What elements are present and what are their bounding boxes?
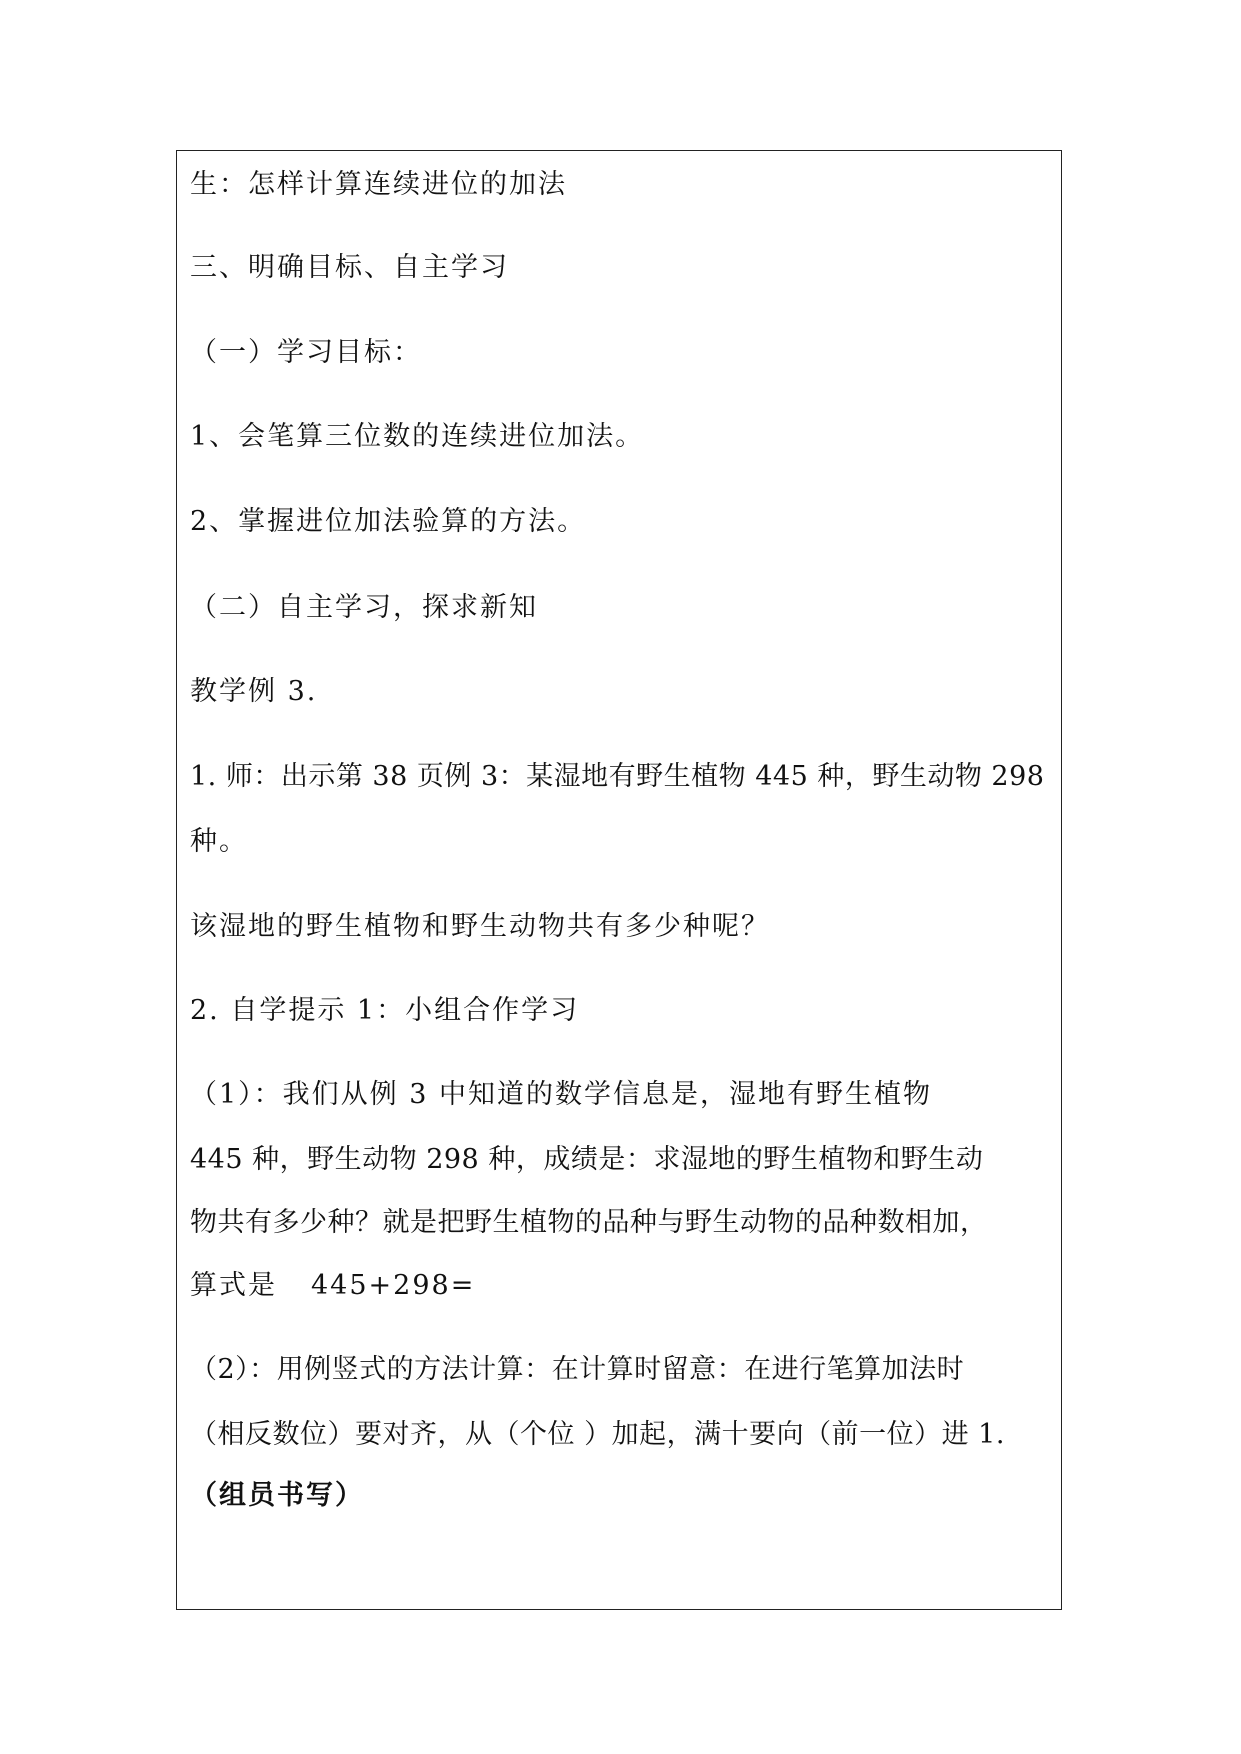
formula-expression: 445+298= xyxy=(311,1270,476,1301)
subheading-objectives: （一）学习目标： xyxy=(190,337,422,368)
step-1-text: （1）：我们从例 3 中知道的数学信息是，湿地有野生植物 xyxy=(190,1079,933,1110)
question-text: 该湿地的野生植物和野生动物共有多少种呢？ xyxy=(190,911,770,942)
step-1-text-cont-2: 物共有多少种？就是把野生植物的品种与野生动物的品种数相加， xyxy=(190,1207,988,1238)
section-heading-3: 三、明确目标、自主学习 xyxy=(190,252,509,283)
example-3-label: 教学例 3. xyxy=(190,676,318,707)
step-2-text-cont: （相反数位）要对齐，从（个位 ）加起，满十要向（前一位）进 1. xyxy=(190,1419,1005,1450)
subheading-self-study: （二）自主学习，探求新知 xyxy=(190,592,538,623)
step-1-text-cont-1: 445 种，野生动物 298 种，成绩是：求湿地的野生植物和野生动 xyxy=(190,1144,984,1175)
step-2-text: （2）：用例竖式的方法计算：在计算时留意：在进行笔算加法时 xyxy=(190,1354,965,1385)
teacher-example-text-cont: 种。 xyxy=(190,826,248,857)
formula-label: 算式是 xyxy=(190,1270,277,1301)
objective-1: 1、会笔算三位数的连续进位加法。 xyxy=(190,421,645,452)
self-study-hint-1: 2. 自学提示 1：小组合作学习 xyxy=(190,995,580,1026)
objective-2: 2、掌握进位加法验算的方法。 xyxy=(190,506,587,537)
formula-line xyxy=(190,1269,475,1303)
text-line-1: 生：怎样计算连续进位的加法 xyxy=(190,169,567,200)
member-writing-note: （组员书写） xyxy=(190,1480,364,1511)
teacher-example-text: 1. 师：出示第 38 页例 3：某湿地有野生植物 445 种，野生动物 298 xyxy=(190,761,1045,792)
